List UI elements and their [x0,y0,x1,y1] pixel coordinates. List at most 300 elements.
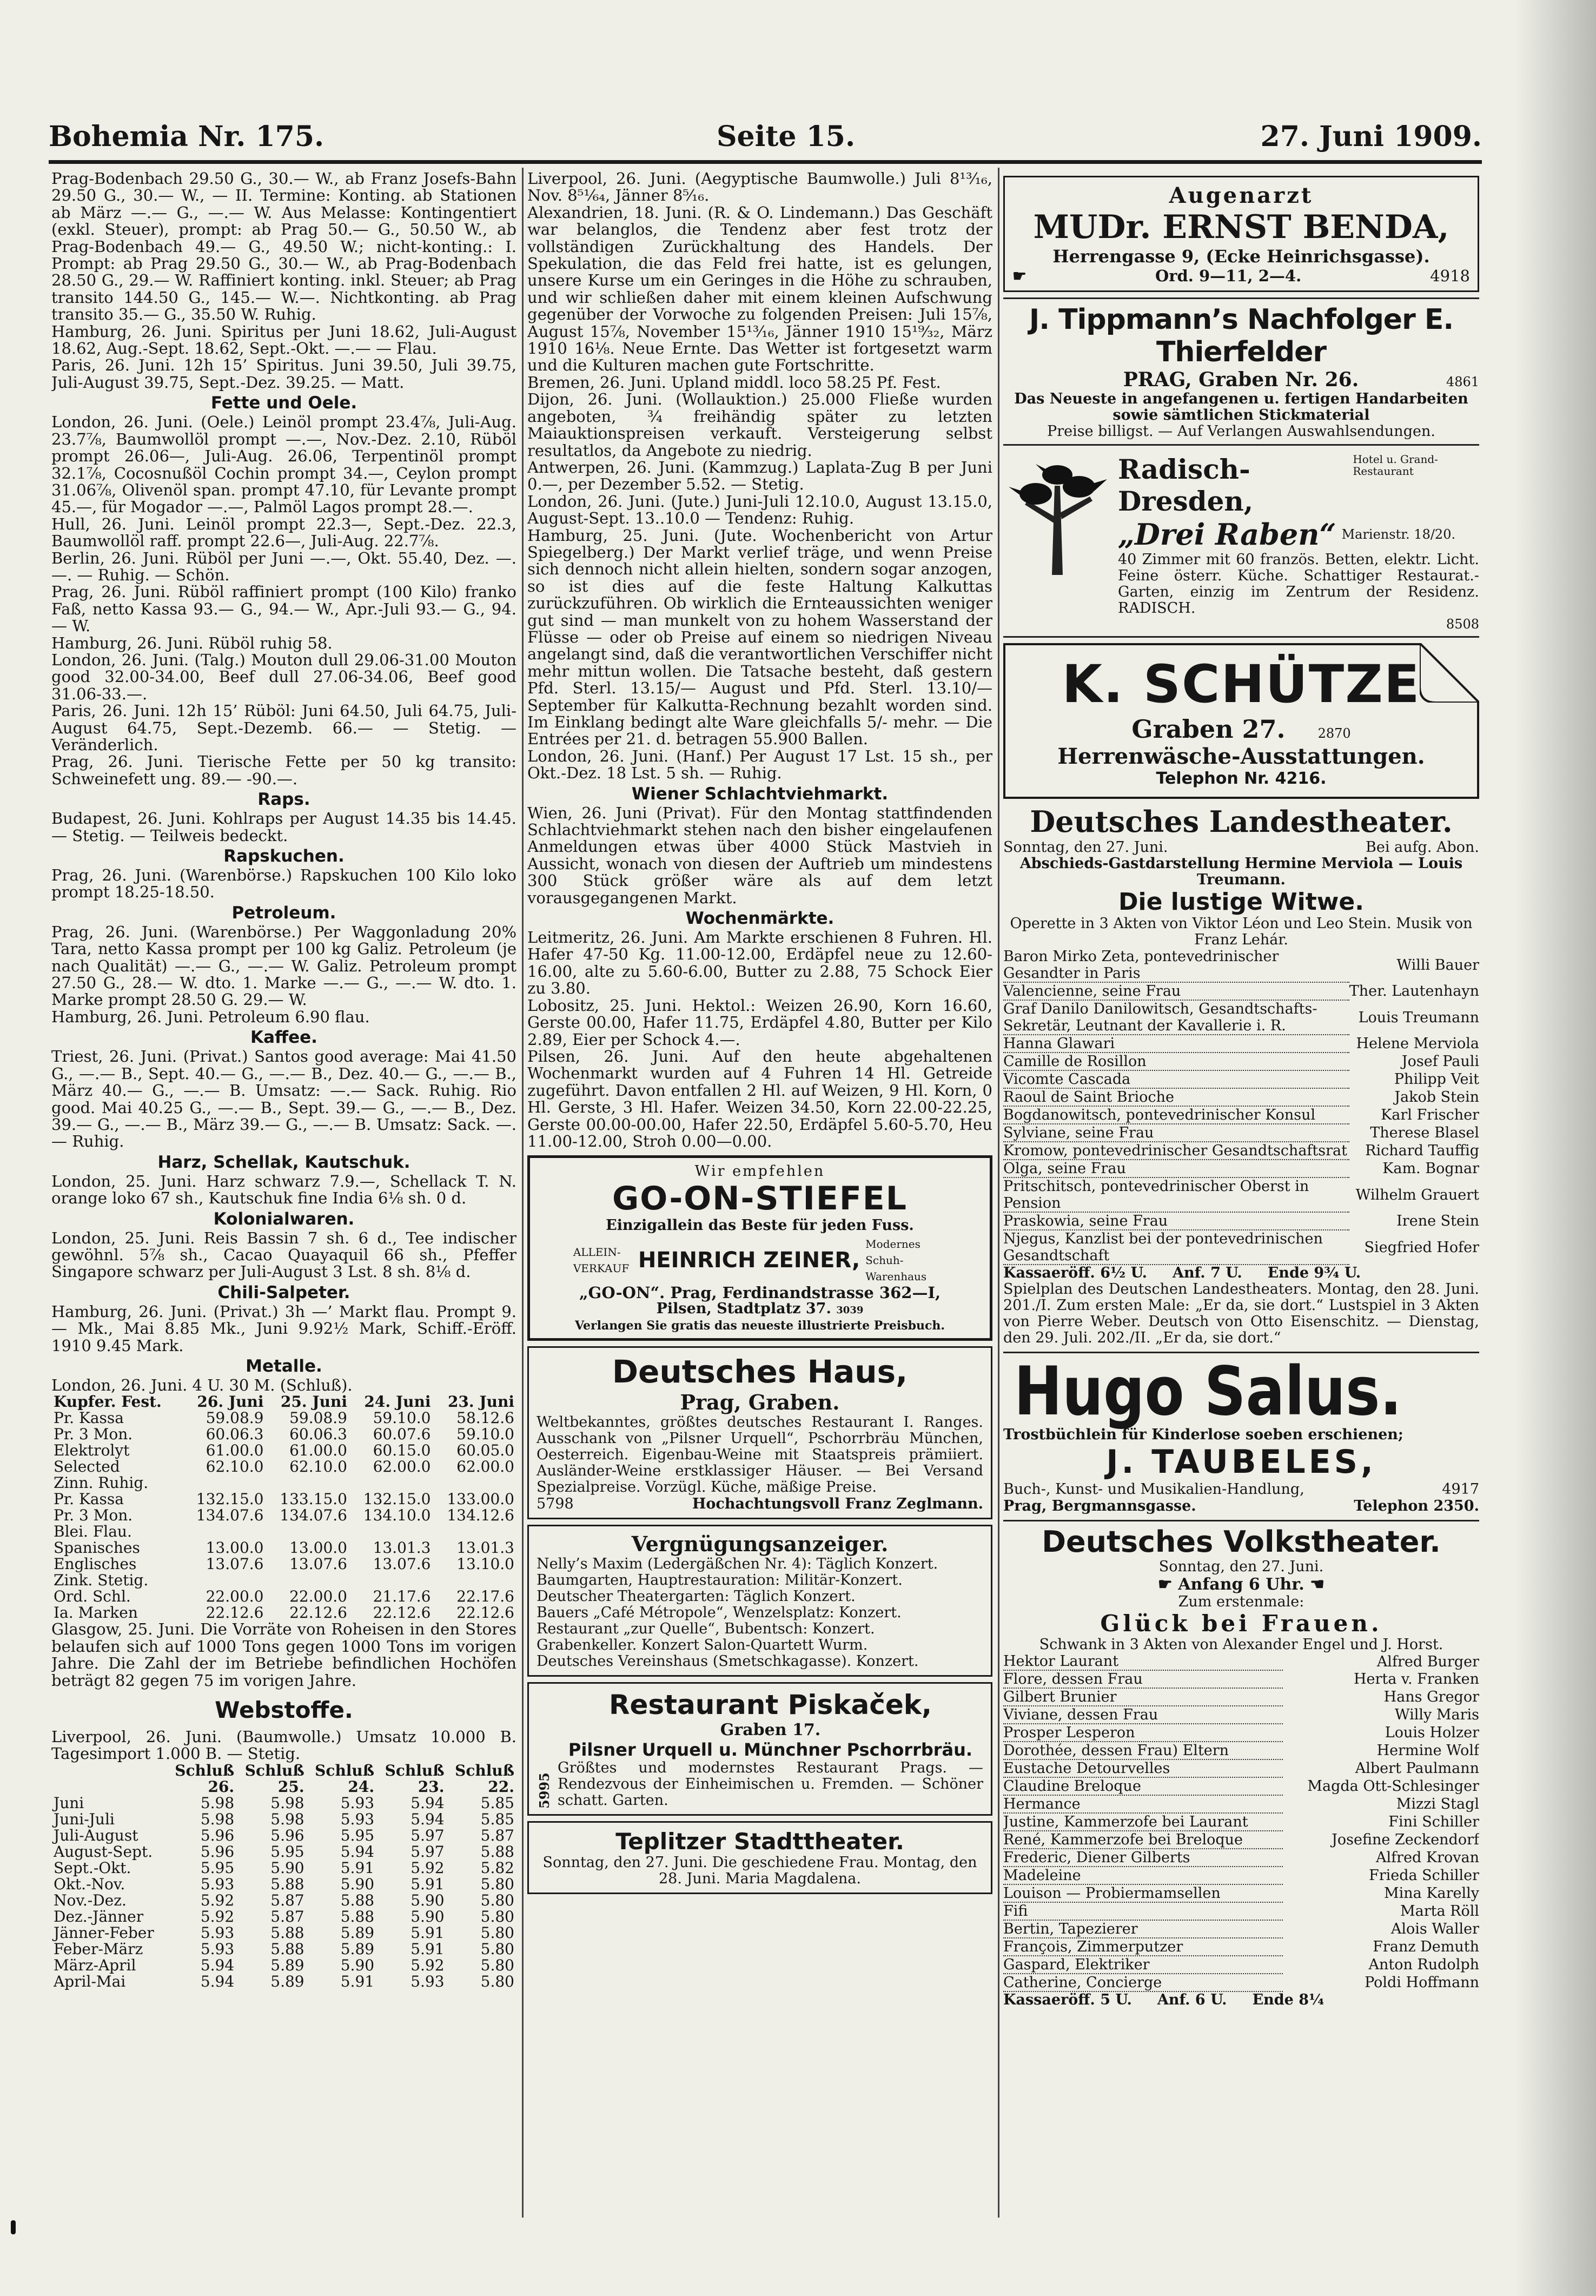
table-row [51,1876,516,1893]
theater-time: Bei aufg. Abon. [1366,839,1479,856]
ad-hugo-salus [1003,1352,1479,1514]
list-item: Nelly’s Maxim (Ledergäßchen Nr. 4): Täglich Konzert. [537,1556,938,1573]
cast-row [1003,982,1479,1000]
article-text: Hull, 26. Juni. Leinöl prompt 22.3—, Sept.-Dez. 22.3, Baumwollöl raff. prompt 22.6—, Juli-Aug. 22.7⅞. [51,514,516,551]
article-text: Hamburg, 26. Juni. Rüböl ruhig 58. [51,633,333,652]
cotton-table-dates [51,1779,516,1795]
theater-note: Zum erstenmale: [1178,1593,1304,1610]
cast-row [1003,1177,1479,1212]
table-cell: Juni-Juli [54,1810,115,1828]
table-header-cell [51,1763,167,1779]
table-row [51,1459,516,1475]
actor-name: Anton Rudolph [1368,1956,1479,1973]
ad-text: Sonntag, den 27. Juni. Die geschiedene Frau. Montag, den 28. Juni. Maria Magdalena. [542,1854,977,1888]
cast-row [1003,1938,1479,1956]
table-cell [182,1572,266,1589]
ad-address: Herrengasse 9, (Ecke Heinrichsgasse). [1052,246,1430,267]
table-cell: Pr. Kassa [54,1409,124,1427]
entertainment-list [537,1556,983,1670]
table-row [51,1426,516,1443]
list-item: Restaurant „zur Quelle“, Bubentsch: Konzert. [537,1620,875,1638]
cast-row [1003,1849,1479,1867]
table-cell: 5.80 [480,1923,514,1942]
table-cell: Nov.-Dez. [54,1891,127,1909]
ad-address: PRAG, Graben Nr. 26. [1123,368,1359,391]
role-name: Hanna Glawari [1003,1035,1349,1053]
ad-text: Ord. 9—11, 2—4. [1155,267,1302,285]
table-row [51,1974,516,1990]
ad-text: Einzigallein das Beste für jeden Fuss. [606,1217,914,1234]
article-text: Hamburg, 25. Juni. (Jute. Wochenbericht von Artur Spiegelberg.) Der Markt verlief träge, und wenn Preise sich dennoch nicht allein hielten, sondern sogar anzogen, so ist dies auf die feste Haltung Kalkuttas zurückzuführen. Ob wirklich die Ernteaussichten weniger gut sind — man munkelt von zu hohem Wasserstand der Flüsse — oder ob Preise auf einem so niedrigen Niveau angelangt sind, daß die verantwortlichen Verschiffer nicht mehr mittun wollen. Die Tatsache besteht, daß gestern Pfd. Sterl. 13.15/— August und Pfd. Sterl. 13.10/— September für Kalkutta-Rechnung bezahlt worden sind. Im Einklang bedingt alte Ware gleichfalls 5/- mehr. — Die Entrées per 21. d. betragen 55.900 Ballen. [527,526,992,749]
actor-name: Helene Merviola [1356,1035,1479,1052]
section-heading: Fette und Oele. [210,393,357,413]
table-cell: 60.06.3 [289,1425,347,1444]
table-cell: 13.07.6 [373,1555,431,1573]
actor-name: Alfred Krovan [1376,1849,1479,1866]
table-cell [433,1475,516,1491]
table-cell: 5.90 [410,1907,445,1926]
cast-row [1003,1088,1479,1106]
table-cell: 13.07.6 [289,1555,347,1573]
table-cell: 5.80 [480,1907,514,1926]
table-cell: 5.98 [200,1794,235,1812]
actor-name: Marta Röll [1400,1903,1479,1920]
article-text: London, 25. Juni. Harz schwarz 7.9.—, Schellack T. N. orange loko 67 sh., Kautschuk fine India 6⅛ sh. 0 d. [51,1172,516,1208]
table-cell: 5.90 [340,1875,375,1893]
role-name: Kromow, pontevedrinischer Gesandtschaftsrat [1003,1142,1349,1160]
table-cell: 13.00.0 [289,1539,347,1557]
role-name: Dorothée, dessen Frau) Eltern [1003,1742,1283,1759]
table-row [51,1475,516,1491]
table-cell: 5.80 [480,1940,514,1958]
table-row [51,1524,516,1540]
role-name: Madeleine [1003,1867,1283,1884]
table-cell: 60.15.0 [373,1441,431,1460]
table-cell: 5.93 [410,1972,445,1990]
actor-name: Jakob Stein [1394,1089,1479,1106]
table-cell: 60.07.6 [373,1425,431,1444]
cast-row [1003,1688,1479,1706]
metals-table-header [51,1394,516,1410]
table-cell: 5.95 [340,1826,375,1844]
table-cell: 5.98 [270,1794,304,1812]
table-cell [349,1572,433,1589]
table-cell: 5.82 [480,1858,514,1877]
cast-row [1003,1035,1479,1053]
table-cell: 5.93 [200,1923,235,1942]
landestheater-program [1003,804,1479,1346]
table-cell: 62.00.0 [456,1458,514,1476]
table-row [51,1540,516,1556]
article-text: Antwerpen, 26. Juni. (Kammzug.) Laplata-Zug B per Juni 0.—, per Dezember 5.52. — Stetig. [527,458,992,494]
table-cell: 5.88 [270,1923,304,1942]
table-cell: 134.10.0 [363,1506,431,1525]
column-ads [1003,170,1479,2215]
table-row [51,1941,516,1957]
cast-row [1003,1777,1479,1795]
column-markets-1 [51,170,516,2215]
section-heading: Webstoffe. [215,1697,353,1723]
table-cell: August-Sept. [54,1842,153,1861]
article-text: Alexandrien, 18. Juni. (R. & O. Lindemann.) Das Geschäft war belanglos, die Tendenz aber fest trotz der vollständigen Zurückhaltung des Handels. Der Spekulation, die das Feld frei hatte, ist es gelungen, unsere Kurse um ein Geringes in die Höhe zu schrauben, und wir schließen daher mit einem kleinen Aufschwung gegenüber der Vorwoche zu folgenden Preisen: Juli 15⅞, August 15⅞, November 15¹³⁄₁₆, Jänner 1910 15¹⁹⁄₃₂, März 1910 16⅛. Neue Ernte. Das Wetter ist fortgesetzt warm und die Kulturen machen gute Fortschritte. [527,203,992,375]
header-center: Seite 15. [717,120,856,153]
ad-text: Größtes und modernstes Restaurant Prags. — Rendezvous der Einheimischen u. Fremden. — Schöner schatt. Garten. [558,1759,983,1809]
table-row [51,1860,516,1876]
table-cell: Juli-August [54,1826,138,1844]
role-name: Gaspard, Elektriker [1003,1956,1283,1974]
table-row [51,1844,516,1860]
ad-restaurant-piskacek [527,1682,992,1816]
ad-subtitle: Prag, Graben. [680,1390,840,1415]
role-name: Sylviane, seine Frau [1003,1124,1349,1142]
ad-text: Buch-, Kunst- und Musikalien-Handlung, [1003,1481,1304,1498]
hand-pointer-icon: ☛ [1012,267,1027,285]
actor-name: Albert Paulmann [1355,1760,1479,1777]
table-cell: 22.12.6 [456,1604,514,1622]
actor-name: Fini Schiller [1388,1814,1479,1830]
actor-name: Frieda Schiller [1368,1867,1479,1884]
ad-phone: Telephon Nr. 4216. [1156,769,1327,788]
table-row [51,1491,516,1507]
table-cell: 62.10.0 [289,1458,347,1476]
ad-signature: Hochachtungsvoll Franz Zeglmann. [692,1496,983,1513]
play-info: Schwank in 3 Akten von Alexander Engel und J. Horst. [1039,1636,1443,1653]
role-name: Raoul de Saint Brioche [1003,1088,1349,1106]
table-cell: 5.94 [200,1956,235,1974]
role-name: Fifi [1003,1902,1283,1920]
table-header-cell: Schluß [385,1761,445,1779]
cast-row [1003,1142,1479,1160]
table-header-cell: Kupfer. Fest. [54,1393,162,1411]
table-cell: 13.00.0 [206,1539,264,1557]
table-cell: 5.90 [410,1891,445,1909]
role-name: Catherine, Concierge [1003,1974,1283,1991]
theater-times: Kassaeröff. 6½ U. Anf. 7 U. Ende 9¾ U. [1003,1265,1361,1281]
ad-vergnuegungsanzeiger [527,1525,992,1677]
article-text: Prag, 26. Juni. Tierische Fette per 50 kg transito: Schweinefett ung. 89.— -90.—. [51,752,516,788]
ad-number: 5798 [537,1496,574,1513]
table-cell: Juni [54,1794,84,1812]
role-name: Hektor Laurant [1003,1653,1283,1670]
actor-name: Franz Demuth [1373,1938,1479,1955]
actor-name: Josef Pauli [1401,1053,1479,1070]
ad-k-schuetze [1003,643,1479,799]
table-cell: 21.17.6 [373,1587,431,1606]
ad-title: Radisch-Dresden, [1118,453,1254,517]
cast-row [1003,1724,1479,1742]
actor-name: Wilhelm Grauert [1355,1186,1479,1203]
table-cell: Pr. 3 Mon. [54,1506,133,1525]
ad-text: Hotel u. Grand-Restaurant [1353,453,1438,478]
article-text: Leitmeritz, 26. Juni. Am Markte erschienen 8 Fuhren. Hl. Hafer 47-50 Kg. 11.00-12.00, Erdäpfel neue zu 12.60-16.00, alte zu 5.60-6.00, Butter zu 2.88, 75 Schock Eier zu 3.80. [527,928,992,998]
cast-row [1003,1053,1479,1070]
table-header-cell: 26. Juni [197,1393,264,1411]
ad-firm: HEINRICH ZEINER, [638,1248,860,1273]
cast-list [1003,948,1479,1265]
table-cell: 13.01.3 [373,1539,431,1557]
hand-pointer-icon: ☛ [1157,1575,1178,1594]
table-cell [433,1572,516,1589]
ad-teplitzer-stadttheater [527,1821,992,1894]
table-header-cell: 24. Juni [364,1393,431,1411]
ad-text: Herrenwäsche-Ausstattungen. [1057,744,1425,769]
table-cell: Blei. Flau. [54,1523,132,1541]
table-cell: 13.10.0 [456,1555,514,1573]
ad-title: Restaurant Piskaček, [608,1689,932,1721]
table-cell: 22.00.0 [206,1587,264,1606]
table-header-cell: 26. [208,1777,235,1796]
table-cell: 5.94 [340,1842,375,1861]
ad-title: „Drei Raben“ [1118,517,1336,552]
cast-row [1003,948,1479,982]
ad-number: 8508 [1446,617,1479,632]
table-row [51,1507,516,1524]
article-text: London, 26. Juni. (Hanf.) Per August 17 Lst. 15 sh., per Okt.-Dez. 18 Lst. 5 sh. — Ruhig. [527,746,992,783]
article-text: Wien, 26. Juni (Privat). Für den Montag stattfindenden Schlachtviehmarkt stehen nach den bisher eingelaufenen Anmeldungen etwas über 4000 Stück Mastvieh in Aussicht, wonach von diesen der Auftrieb um mindestens 300 Stück größer wäre als auf dem letzt vorausgegangenen Markt. [527,803,992,907]
ad-text: 40 Zimmer mit 60 französ. Betten, elektr. Licht. Feine österr. Küche. Schattiger Restaurat.-Garten, einzig im Zentrum der Residenz. RADISCH. [1118,551,1479,617]
table-row [51,1893,516,1909]
table-cell: 5.93 [340,1810,375,1828]
table-cell: 5.87 [270,1907,304,1926]
article-text: London, 26. Juni. (Jute.) Juni-Juli 12.10.0, August 13.15.0, August-Sept. 13..10.0 — Tendenz: Ruhig. [527,492,992,528]
column-rule-2 [998,168,999,2218]
table-cell: 5.80 [480,1891,514,1909]
ad-text: Modernes Schuh-Warenhaus [865,1238,927,1283]
section-heading: Metalle. [246,1356,322,1376]
actor-name: Mina Karelly [1383,1885,1479,1902]
table-cell: 133.00.0 [447,1490,514,1508]
ad-text: Pilsner Urquell u. Münchner Pschorrbräu. [568,1739,973,1761]
actor-name: Ther. Lautenhayn [1349,983,1479,1000]
section-heading: Kolonialwaren. [213,1209,355,1229]
table-cell: 5.91 [340,1858,375,1877]
table-row [51,1795,516,1811]
play-info: Operette in 3 Akten von Viktor Léon und Leo Stein. Musik von Franz Lehár. [1010,915,1473,948]
ad-text: Das Neueste in angefangenen u. fertigen Handarbeiten sowie sämtlichen Stickmaterial [1014,391,1468,424]
table-cell: 132.15.0 [363,1490,431,1508]
table-cell: Pr. Kassa [54,1490,124,1508]
table-cell: Ia. Marken [54,1604,138,1622]
theater-guest: Abschieds-Gastdarstellung Hermine Merviola — Louis Treumann. [1019,855,1463,888]
table-cell: 5.87 [480,1826,514,1844]
article-text: Glasgow, 25. Juni. Die Vorräte von Roheisen in den Stores belaufen sich auf 1000 Tons gegen 1000 Tons im vorigen Jahre. Die Zahl der im Betriebe befindlichen Hochöfen beträgt 82 gegen 75 im vorigen Jahre. [51,1620,516,1690]
article-text: Prag-Bodenbach 29.50 G., 30.— W., ab Franz Josefs-Bahn 29.50 G., 30.— W., — II. Termine: Konting. ab Stationen ab März —.— G., —.— W. Aus Melasse: Kontingentiert (exkl. Steuer), prompt: ab Prag 50.— G., 50.50 W., ab Prag-Bodenbach 49.— G., 49.50 W.; nicht-konting.: I. Prompt: ab Prag 29.50 G., 30.— W., ab Prag-Bodenbach 28.50 G., 29.— W. Raffiniert konting. inkl. Steuer; ab Prag transito 144.50 G., 145.— W.—. Nichtkonting. ab Prag transito 35.— G., 35.50 W. Ruhig. [51,170,516,324]
role-name: Claudine Breloque [1003,1777,1283,1795]
ad-text: Verlangen Sie gratis das neueste illustrierte Preisbuch. [574,1319,945,1333]
table-cell [349,1524,433,1540]
table-cell: 5.80 [480,1875,514,1893]
table-cell: Feber-März [54,1940,143,1958]
table-cell: 5.96 [200,1842,235,1861]
cast-list [1003,1653,1479,1992]
table-cell: 5.92 [200,1907,235,1926]
cotton-table-header [51,1763,516,1779]
table-cell: 5.90 [340,1956,375,1974]
table-cell: Sept.-Okt. [54,1858,131,1877]
actor-name: Alois Waller [1390,1921,1479,1937]
role-name: Gilbert Brunier [1003,1688,1283,1706]
table-cell: 5.96 [200,1826,235,1844]
table-cell: 22.12.6 [206,1604,264,1622]
ad-number: 5995 [537,1772,552,1809]
article-text: Prag, 26. Juni. Rüböl raffiniert prompt (100 Kilo) franko Faß, netto Kassa 93.— G., 94.— W., Apr.-Juli 93.— G., 94.— W. [51,583,516,636]
table-cell: 5.94 [200,1972,235,1990]
actor-name: Richard Tauffig [1365,1142,1479,1159]
actor-name: Willy Maris [1394,1706,1479,1723]
ad-address: Prag, Bergmannsgasse. [1003,1498,1196,1514]
article-text: Hamburg, 26. Juni. (Privat.) 3h —’ Markt flau. Prompt 9.— Mk., Mai 8.85 Mk., Juni 9.92½ Mark, Schiff.-Eröff. 1910 9.45 Mark. [51,1302,516,1355]
table-cell: 58.12.6 [456,1409,514,1427]
list-item: Baumgarten, Hauptrestauration: Militär-Konzert. [537,1572,903,1589]
cast-row [1003,1106,1479,1124]
actor-name: Kam. Bognar [1382,1160,1479,1177]
section-heading: Kaffee. [250,1028,317,1048]
actor-name: Hermine Wolf [1376,1742,1479,1759]
table-cell: 59.10.0 [373,1409,431,1427]
actor-name: Poldi Hoffmann [1365,1974,1479,1991]
actor-name: Hans Gregor [1383,1689,1479,1705]
table-cell: 22.17.6 [456,1587,514,1606]
table-cell: 59.10.0 [456,1425,514,1444]
cast-row [1003,1230,1479,1265]
table-cell: Jänner-Feber [54,1923,154,1942]
role-name: Graf Danilo Danilowitsch, Gesandtschafts-Sekretär, Leutnant der Kavallerie i. R. [1003,1000,1349,1035]
table-cell: 22.00.0 [289,1587,347,1606]
ad-drei-raben [1003,450,1479,638]
actor-name: Herta v. Franken [1353,1671,1479,1688]
role-name: Njegus, Kanzlist bei der pontevedrinischen Gesandtschaft [1003,1230,1349,1265]
cast-row [1003,1884,1479,1902]
article-text: Dijon, 26. Juni. (Wollauktion.) 25.000 Fließe wurden angeboten, ¾ freihändig später zu letzten Maiauktionspreisen verkauft. Versteigerung selbst resultatlos, da Angebote zu niedrig. [527,390,992,460]
table-cell: Spanisches [54,1539,140,1557]
column-markets-2 [527,170,992,2215]
table-row [51,1589,516,1605]
cast-row [1003,1795,1479,1813]
table-cell [266,1475,349,1491]
actor-name: Mizzi Stagl [1396,1796,1479,1812]
folded-corner-icon [1420,643,1479,703]
table-header-cell: 23. Juni [447,1393,514,1411]
table-header-cell: 23. [418,1777,445,1796]
table-header-cell: Schluß [244,1761,304,1779]
table-cell: 5.93 [200,1940,235,1958]
table-cell: April-Mai [54,1972,126,1990]
article-text: Liverpool, 26. Juni. (Aegyptische Baumwolle.) Juli 8¹³⁄₁₆, Nov. 8⁵¹⁄₆₄, Jänner 8⁵⁄₁₆. [527,170,992,205]
section-heading: Wiener Schlachtviehmarkt. [631,784,889,804]
table-row [51,1556,516,1572]
table-header-cell [51,1779,167,1795]
table-cell: 5.88 [270,1940,304,1958]
ad-address: Graben 27. [1131,714,1286,744]
table-header-cell: Schluß [175,1761,235,1779]
table-cell: Selected [54,1458,120,1476]
role-name: Eustache Detourvelles [1003,1759,1283,1777]
theater-title: Deutsches Landestheater. [1030,804,1453,839]
page-header [49,120,1482,159]
metals-table [51,1394,516,1621]
ad-address: Marienstr. 18/20. [1341,527,1456,542]
ad-text: Wir empfehlen [694,1163,825,1180]
table-cell [182,1524,266,1540]
table-cell: 62.10.0 [206,1458,264,1476]
table-row [51,1957,516,1974]
table-cell: 59.08.9 [206,1409,264,1427]
ad-number: 4861 [1446,374,1479,389]
table-cell: 60.05.0 [456,1441,514,1460]
actor-name: Louis Holzer [1385,1724,1479,1741]
ad-text: Augenarzt [1169,183,1314,208]
theater-times: Kassaeröff. 5 U. Anf. 6 U. Ende 8¼ [1003,1991,1325,2008]
cotton-table [51,1763,516,1990]
cast-row [1003,1670,1479,1688]
role-name: Viviane, dessen Frau [1003,1706,1283,1724]
table-cell: 5.91 [410,1875,445,1893]
list-item: Deutscher Theatergarten: Täglich Konzert. [537,1588,856,1605]
article-text: London, 26. Juni. 4 U. 30 M. (Schluß). [51,1375,353,1394]
ad-address: „GO-ON“. Prag, Ferdinandstrasse 362—I, [579,1283,941,1302]
table-cell: 5.95 [200,1858,235,1877]
ad-augenarzt-benda [1003,176,1479,292]
article-text: London, 26. Juni. (Oele.) Leinöl prompt 23.4⅞, Juli-Aug. 23.7⅞, Baumwollöl prompt —.—, Nov.-Dez. 2.10, Rüböl prompt 26.06—, Juli-Aug. 26.06, Terpentinöl prompt 32.1⅞, Cocosnußöl Cochin prompt 34.—, Ceylon prompt 31.06⅞, Olivenöl span. prompt 47.10, für Levante prompt 45.—, für Mogador —.—, Palmöl Lagos prompt 28.—. [51,413,516,517]
header-right: 27. Juni 1909. [1260,120,1482,153]
actor-name: Louis Treumann [1358,1009,1479,1026]
table-cell: 62.00.0 [373,1458,431,1476]
section-heading: Wochenmärkte. [685,909,835,929]
table-cell: 132.15.0 [196,1490,264,1508]
table-cell: 5.98 [270,1810,304,1828]
table-cell: Englisches [54,1555,137,1573]
role-name: Vicomte Cascada [1003,1070,1349,1088]
article-text: Budapest, 26. Juni. Kohlraps per August 14.35 bis 14.45. — Stetig. — Teilweis bedeckt. [51,809,516,845]
cast-row [1003,1742,1479,1759]
table-cell: 5.92 [410,1956,445,1974]
ad-text: Preise billigst. — Auf Verlangen Auswahlsendungen. [1047,423,1435,440]
role-name: Valencienne, seine Frau [1003,982,1349,1000]
table-row [51,1443,516,1459]
role-name: Prosper Lesperon [1003,1724,1283,1742]
column-rule-1 [522,168,524,2218]
table-cell [433,1524,516,1540]
cast-row [1003,1124,1479,1142]
theater-title: Deutsches Volkstheater. [1042,1525,1441,1559]
table-header-cell: Schluß [315,1761,375,1779]
table-cell: 5.91 [410,1923,445,1942]
header-rule [49,160,1482,164]
table-cell: Ord. Schl. [54,1587,131,1606]
ad-number: 3039 [836,1305,864,1316]
article-text: Paris, 26. Juni. 12h 15’ Rüböl: Juni 64.50, Juli 64.75, Juli-August 64.75, Sept.-Dezemb. 66.— — Stetig. — Veränderlich. [51,702,516,754]
actor-name: Willi Bauer [1396,957,1479,974]
actor-name: Alfred Burger [1376,1653,1479,1670]
table-header-cell: 25. [277,1777,304,1796]
table-cell: Elektrolyt [54,1441,130,1460]
table-cell: 22.12.6 [373,1604,431,1622]
theater-date: Sonntag, den 27. Juni. [1003,839,1168,856]
ad-text: Weltbekanntes, größtes deutsches Restaurant I. Ranges. Ausschank von „Pilsner Urquell“, Pschorrbräu München, Oesterreich. Eigenbau-Weine mit Staatspreis prämiiert. Ausländer-Weine erstklassiger Häuser. — Bei Versand Spezialpreise. Vorzügl. Küche, mäßige Preise. [537,1414,983,1496]
table-row [51,1572,516,1589]
cast-row [1003,1070,1479,1088]
role-name: Flore, dessen Frau [1003,1670,1283,1688]
role-name: Olga, seine Frau [1003,1160,1349,1177]
table-cell: 5.89 [270,1972,304,1990]
table-cell: 5.85 [480,1810,514,1828]
table-row [51,1909,516,1925]
ad-firm: J. TAUBELES, [1106,1443,1376,1481]
hand-pointer-icon: ☚ [1304,1575,1325,1594]
table-cell: 5.96 [270,1826,304,1844]
actor-name: Irene Stein [1396,1213,1479,1229]
article-text: Prag, 26. Juni. (Warenbörse.) Rapskuchen 100 Kilo loko prompt 18.25-18.50. [51,866,516,902]
